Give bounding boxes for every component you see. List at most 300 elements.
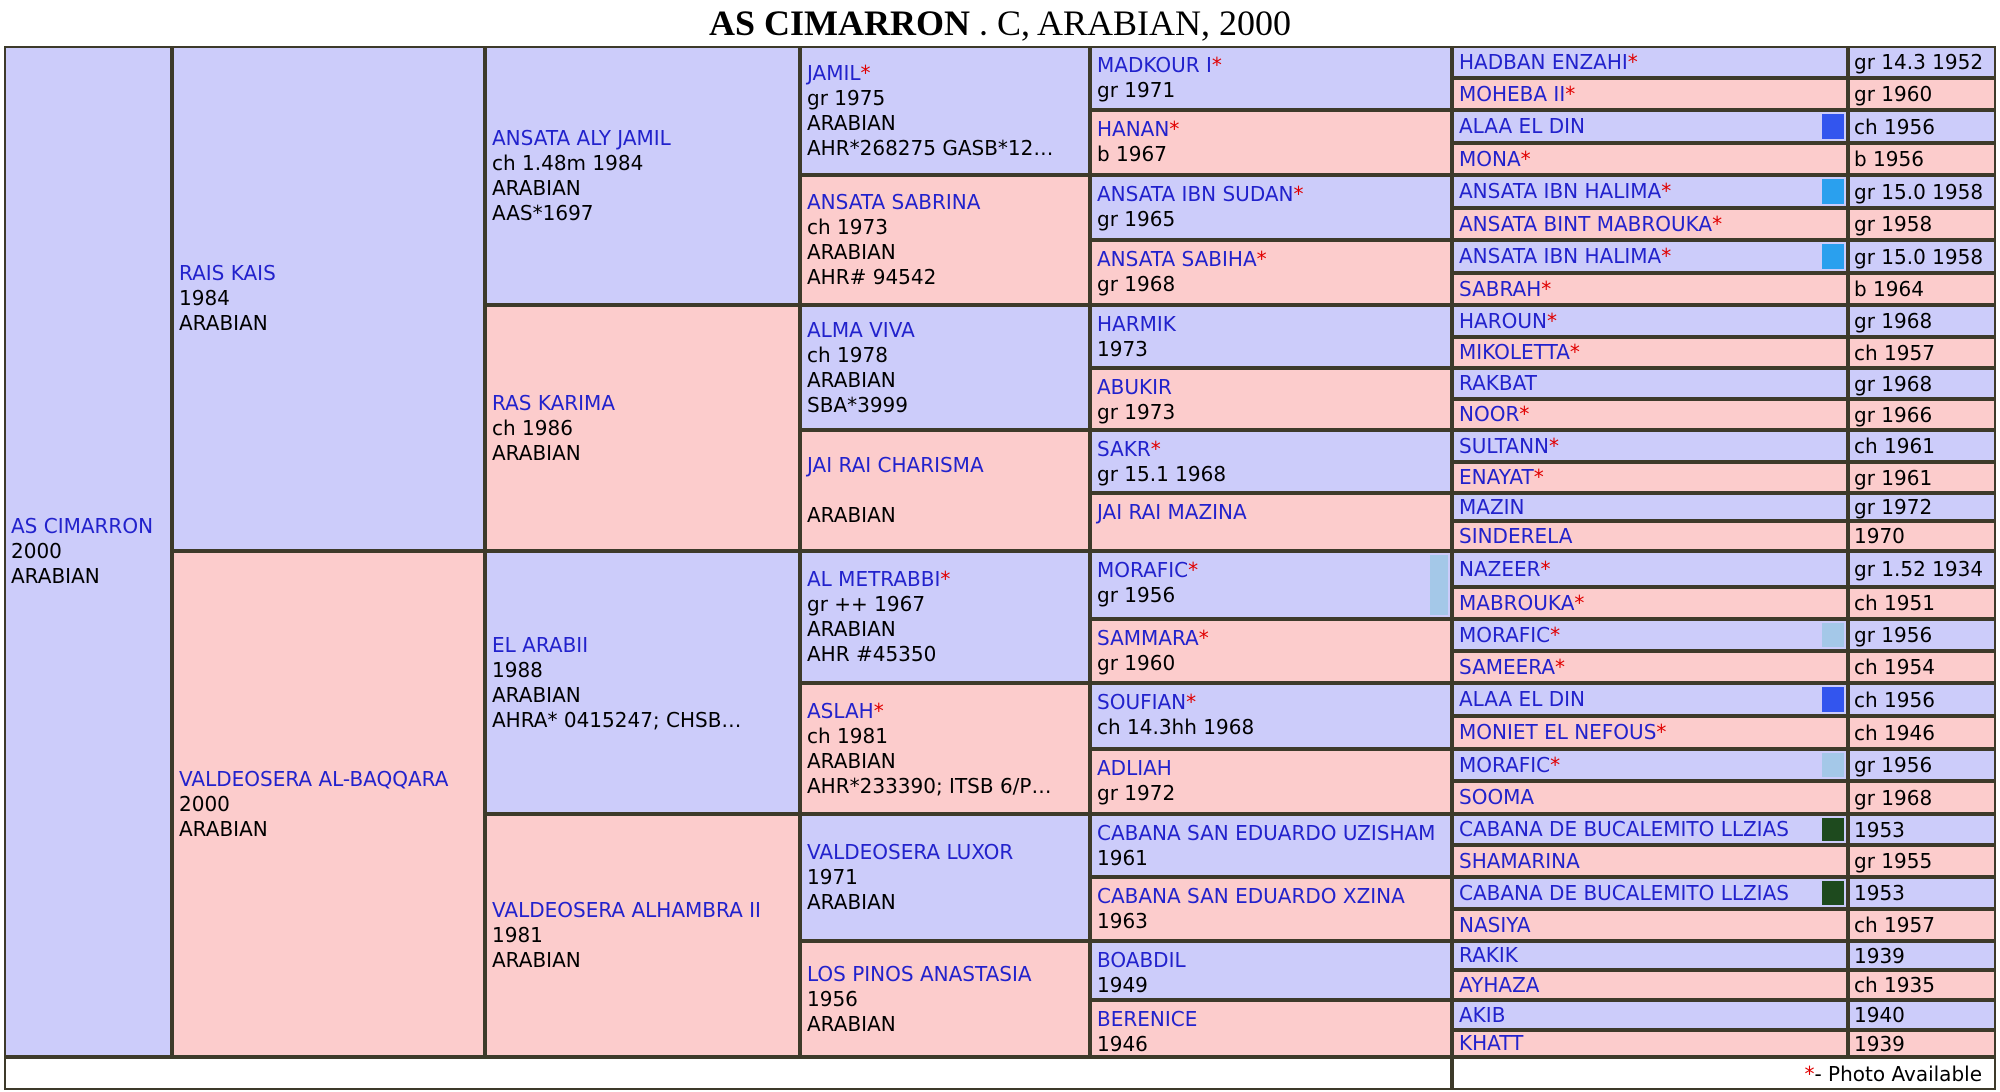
- horse-name-link[interactable]: SOOMA: [1459, 785, 1535, 809]
- photo-available-star: *: [1186, 690, 1197, 714]
- horse-detail-line: ARABIAN: [492, 682, 581, 707]
- horse-detail-text: ch 1961: [1854, 434, 1935, 458]
- horse-name-link[interactable]: ANSATA SABRINA: [807, 190, 981, 214]
- horse-name-link[interactable]: CABANA SAN EDUARDO XZINA: [1097, 884, 1405, 908]
- horse-name-link[interactable]: SAMEERA: [1459, 654, 1556, 679]
- horse-info: [1459, 589, 1846, 617]
- photo-available-star: *: [1550, 622, 1561, 647]
- horse-detail-line: gr ++ 1967: [807, 592, 926, 616]
- gen5-horse-cell: [1090, 619, 1452, 683]
- horse-name-line: [807, 840, 1088, 865]
- horse-name-link[interactable]: SOUFIAN: [1097, 690, 1187, 714]
- horse-name-line: [807, 318, 1088, 343]
- gen6-detail-cell: [1848, 399, 1996, 430]
- gen4-horse-cell: [800, 46, 1090, 175]
- horse-name-link[interactable]: KHATT: [1459, 1031, 1524, 1055]
- horse-info: [492, 553, 798, 812]
- horse-name-line: [1097, 756, 1450, 781]
- horse-detail-line: gr 1973: [1097, 400, 1176, 424]
- gen6-detail-cell: [1848, 749, 1996, 781]
- gen6-horse-cell: [1452, 970, 1848, 1000]
- horse-info: [179, 48, 483, 549]
- horse-info: [1097, 48, 1450, 108]
- gen6-detail-cell: [1848, 683, 1996, 716]
- color-swatch: [1822, 881, 1844, 905]
- horse-name-link[interactable]: AKIB: [1459, 1002, 1506, 1027]
- horse-name-link[interactable]: RAKBAT: [1459, 371, 1537, 395]
- horse-info: [1459, 80, 1846, 108]
- gen6-horse-cell: [1452, 683, 1848, 716]
- gen5-horse-cell: [1090, 368, 1452, 430]
- photo-available-star: *: [1565, 81, 1576, 106]
- gen6-detail-cell: [1848, 337, 1996, 368]
- horse-detail-line: ch 1973: [807, 215, 888, 239]
- horse-name-line: [1459, 82, 1575, 107]
- horse-info: [1097, 307, 1450, 366]
- horse-info: [1459, 816, 1846, 843]
- gen6-detail-cell: [1848, 521, 1996, 551]
- gen6-horse-cell: [1452, 845, 1848, 877]
- horse-detail-text: ch 1935: [1854, 973, 1935, 997]
- horse-name-line: [1459, 434, 1559, 459]
- horse-name-link[interactable]: JAI RAI MAZINA: [1097, 500, 1247, 524]
- horse-info: [1459, 1032, 1846, 1055]
- gen6-detail-cell: [1848, 240, 1996, 273]
- horse-info: [1459, 242, 1846, 271]
- horse-detail-text: gr 1960: [1854, 82, 1933, 106]
- horse-detail-line: ARABIAN: [11, 564, 100, 588]
- horse-name-link[interactable]: ANSATA BINT MABROUKA: [1459, 211, 1713, 236]
- gen6-horse-cell: [1452, 551, 1848, 587]
- gen6-horse-cell: [1452, 781, 1848, 814]
- horse-info: [1459, 432, 1846, 460]
- horse-name-link[interactable]: HAROUN: [1459, 308, 1547, 333]
- horse-name-link[interactable]: JAI RAI CHARISMA: [807, 453, 984, 477]
- gen6-horse-cell: [1452, 78, 1848, 110]
- horse-detail-text: gr 15.0 1958: [1854, 244, 1984, 269]
- horse-info: [1097, 553, 1450, 617]
- title-details: . C, ARABIAN, 2000: [969, 3, 1292, 43]
- horse-detail-line: ARABIAN: [807, 367, 896, 392]
- horse-detail-line: ARABIAN: [807, 503, 896, 527]
- horse-name-line: [179, 261, 483, 286]
- horse-name-line: [1097, 690, 1450, 715]
- photo-available-star: *: [1540, 556, 1551, 581]
- photo-available-star: *: [1555, 654, 1566, 679]
- horse-name-link[interactable]: LOS PINOS ANASTASIA: [807, 961, 1032, 986]
- horse-detail-text: ch 1954: [1854, 655, 1935, 679]
- gen5-horse-cell: [1090, 240, 1452, 305]
- horse-detail-line: ch 1981: [807, 723, 888, 748]
- horse-name-link[interactable]: ANSATA IBN HALIMA: [1459, 179, 1662, 203]
- horse-name-line: [1097, 375, 1450, 400]
- gen6-horse-cell: [1452, 337, 1848, 368]
- gen6-detail-cell: [1848, 493, 1996, 521]
- horse-info: [1459, 210, 1846, 238]
- horse-name-link[interactable]: ALAA EL DIN: [1459, 114, 1585, 138]
- gen6-horse-cell: [1452, 175, 1848, 208]
- horse-name-link[interactable]: SULTANN: [1459, 433, 1549, 458]
- horse-info: [807, 816, 1088, 939]
- horse-name-link[interactable]: CABANA DE BUCALEMITO LLZIAS: [1459, 817, 1789, 841]
- gen6-detail-cell: [1848, 909, 1996, 941]
- horse-name-link[interactable]: HADBAN ENZAHI: [1459, 49, 1628, 74]
- horse-info: [179, 553, 483, 1055]
- horse-detail-text: gr 15.0 1958: [1854, 179, 1984, 204]
- horse-detail-text: ch 1951: [1854, 591, 1935, 615]
- gen6-detail-cell: [1848, 587, 1996, 619]
- photo-available-star: *: [1546, 308, 1557, 333]
- horse-name-line: [1459, 1003, 1505, 1028]
- horse-name-link[interactable]: MADKOUR I: [1097, 53, 1212, 77]
- gen5-horse-cell: [1090, 110, 1452, 175]
- horse-name-link[interactable]: MORAFIC: [1459, 622, 1551, 647]
- gen6-detail-cell: [1848, 143, 1996, 175]
- gen6-detail-cell: [1848, 716, 1996, 749]
- horse-name-line: [1097, 1007, 1450, 1032]
- photo-available-star: *: [1188, 558, 1199, 582]
- horse-detail-line: AHR# 94542: [807, 265, 937, 289]
- horse-detail-text: gr 1961: [1854, 465, 1933, 490]
- gen6-horse-cell: [1452, 399, 1848, 430]
- horse-name-line: [1459, 655, 1565, 680]
- gen6-horse-cell: [1452, 46, 1848, 78]
- gen6-detail-cell: [1848, 1000, 1996, 1030]
- horse-name-line: [1459, 114, 1585, 139]
- horse-name-link[interactable]: ALAA EL DIN: [1459, 687, 1585, 711]
- gen6-detail-cell: [1848, 273, 1996, 305]
- horse-detail-text: ch 1956: [1854, 114, 1935, 139]
- horse-name-link[interactable]: MABROUKA: [1459, 590, 1575, 615]
- gen5-horse-cell: [1090, 305, 1452, 368]
- horse-name-link[interactable]: SAMMARA: [1097, 626, 1199, 650]
- gen6-horse-cell: [1452, 273, 1848, 305]
- horse-info: [11, 48, 170, 1055]
- color-swatch: [1430, 555, 1448, 615]
- gen4-horse-cell: [800, 430, 1090, 551]
- horse-detail-text: ch 1946: [1854, 720, 1935, 745]
- horse-info: [1459, 879, 1846, 907]
- horse-name-line: [1097, 626, 1450, 651]
- horse-name-line: [11, 514, 170, 539]
- horse-detail-text: gr 1956: [1854, 753, 1933, 777]
- horse-info: [1459, 48, 1846, 76]
- horse-name-line: [1459, 785, 1534, 810]
- horse-info: [807, 177, 1088, 303]
- horse-detail-text: 1953: [1854, 817, 1905, 842]
- horse-info: [1097, 943, 1450, 998]
- horse-detail-line: 1963: [1097, 909, 1148, 933]
- horse-name-line: [1459, 309, 1557, 334]
- color-swatch: [1822, 623, 1844, 647]
- horse-name-link[interactable]: ANSATA ALY JAMIL: [492, 125, 671, 150]
- gen4-horse-cell: [800, 175, 1090, 305]
- horse-name-link[interactable]: MORAFIC: [1459, 752, 1551, 777]
- photo-available-star: *: [1293, 182, 1304, 206]
- horse-detail-line: gr 1971: [1097, 78, 1176, 102]
- horse-detail-line: AHR*268275 GASB*12…: [807, 135, 1054, 160]
- horse-name-line: [1459, 913, 1531, 938]
- horse-detail-text: 1939: [1854, 943, 1905, 968]
- horse-info: [1097, 370, 1450, 428]
- horse-name-link[interactable]: HANAN: [1097, 117, 1170, 141]
- color-swatch: [1822, 753, 1844, 777]
- horse-detail-line: gr 1972: [1097, 781, 1176, 805]
- horse-name-link[interactable]: NASIYA: [1459, 912, 1531, 937]
- horse-name-line: [492, 126, 798, 151]
- photo-available-star: *: [1712, 211, 1723, 236]
- horse-name-line: [807, 962, 1088, 987]
- horse-info: [807, 553, 1088, 681]
- horse-detail-line: ch 1986: [492, 415, 573, 440]
- horse-name-line: [1459, 147, 1531, 172]
- horse-detail-text: gr 14.3 1952: [1854, 50, 1984, 74]
- gen5-horse-cell: [1090, 941, 1452, 1000]
- horse-detail-text: gr 1966: [1854, 402, 1933, 427]
- horse-detail-text: gr 1955: [1854, 849, 1933, 873]
- photo-available-star: *: [1804, 1061, 1815, 1086]
- gen5-horse-cell: [1090, 749, 1452, 814]
- horse-name-link[interactable]: SINDERELA: [1459, 523, 1573, 548]
- horse-name-line: [1459, 720, 1666, 745]
- photo-available-star: *: [1627, 49, 1638, 74]
- horse-name-line: [1459, 881, 1789, 906]
- horse-name-link[interactable]: MORAFIC: [1097, 558, 1189, 582]
- horse-name-line: [1459, 277, 1551, 302]
- horse-detail-text: gr 1.52 1934: [1854, 557, 1984, 581]
- horse-name-link[interactable]: ALMA VIVA: [807, 317, 915, 342]
- horse-info: [1459, 112, 1846, 141]
- horse-name-link[interactable]: MONA: [1459, 146, 1521, 171]
- horse-name-line: [807, 567, 1088, 592]
- gen5-horse-cell: [1090, 430, 1452, 493]
- photo-available-star: *: [1656, 720, 1667, 744]
- horse-name-line: [807, 190, 1088, 215]
- gen6-horse-cell: [1452, 619, 1848, 651]
- gen6-detail-cell: [1848, 368, 1996, 399]
- gen1-horse-cell: [4, 46, 172, 1057]
- photo-available-star: *: [1519, 402, 1530, 426]
- horse-detail-line: 1984: [179, 286, 230, 310]
- horse-info: [1459, 685, 1846, 714]
- gen6-detail-cell: [1848, 1030, 1996, 1057]
- horse-detail-text: ch 1957: [1854, 913, 1935, 937]
- horse-name-link[interactable]: BERENICE: [1097, 1007, 1198, 1031]
- horse-detail-line: AAS*1697: [492, 200, 594, 225]
- gen6-horse-cell: [1452, 208, 1848, 240]
- gen5-horse-cell: [1090, 551, 1452, 619]
- horse-info: [492, 816, 798, 1055]
- gen6-detail-cell: [1848, 877, 1996, 909]
- horse-name-link[interactable]: VALDEOSERA AL-BAQQARA: [179, 766, 449, 791]
- gen6-horse-cell: [1452, 877, 1848, 909]
- horse-name-link[interactable]: VALDEOSERA LUXOR: [807, 840, 1014, 864]
- gen6-detail-cell: [1848, 845, 1996, 877]
- photo-available-star: *: [1550, 752, 1561, 777]
- horse-detail-line: ARABIAN: [179, 816, 268, 841]
- gen3-horse-cell: [485, 814, 800, 1057]
- horse-name-line: [1097, 884, 1450, 909]
- photo-legend-text: - Photo Available: [1814, 1061, 1982, 1086]
- horse-name-link[interactable]: ANSATA IBN HALIMA: [1459, 244, 1662, 268]
- horse-name-link[interactable]: NOOR: [1459, 402, 1520, 426]
- gen6-detail-cell: [1848, 462, 1996, 493]
- gen5-horse-cell: [1090, 493, 1452, 551]
- horse-name-line: [1459, 244, 1671, 269]
- gen6-detail-cell: [1848, 46, 1996, 78]
- horse-info: [1097, 112, 1450, 173]
- gen4-horse-cell: [800, 814, 1090, 941]
- horse-info: [1097, 177, 1450, 238]
- photo-available-star: *: [1198, 626, 1209, 650]
- horse-info: [1459, 943, 1846, 968]
- horse-name-link[interactable]: AS CIMARRON: [11, 514, 154, 538]
- horse-name-link[interactable]: AYHAZA: [1459, 972, 1540, 997]
- horse-name-link[interactable]: MONIET EL NEFOUS: [1459, 720, 1657, 744]
- gen5-horse-cell: [1090, 175, 1452, 240]
- gen4-horse-cell: [800, 683, 1090, 814]
- gen6-horse-cell: [1452, 110, 1848, 143]
- horse-detail-line: 1988: [492, 657, 543, 682]
- gen6-horse-cell: [1452, 368, 1848, 399]
- horse-name-link[interactable]: NAZEER: [1459, 556, 1541, 581]
- horse-name-link[interactable]: JAMIL: [807, 60, 861, 85]
- horse-name-line: [1459, 849, 1580, 874]
- horse-name-line: [1459, 50, 1638, 75]
- horse-name-line: [1097, 312, 1450, 337]
- horse-detail-text: b 1956: [1854, 147, 1924, 171]
- horse-name-line: [492, 898, 798, 923]
- horse-detail-line: ARABIAN: [807, 1011, 896, 1036]
- horse-name-link[interactable]: MOHEBA II: [1459, 81, 1566, 106]
- horse-name-link[interactable]: SABRAH: [1459, 276, 1542, 301]
- gen6-horse-cell: [1452, 1030, 1848, 1057]
- horse-name-link[interactable]: CABANA DE BUCALEMITO LLZIAS: [1459, 880, 1789, 905]
- horse-name-link[interactable]: AL METRABBI: [807, 567, 941, 591]
- horse-detail-line: ARABIAN: [807, 748, 896, 773]
- horse-name-line: [1459, 179, 1671, 204]
- horse-name-link[interactable]: RAS KARIMA: [492, 390, 615, 415]
- horse-detail-text: ch 1956: [1854, 687, 1935, 712]
- horse-name-link[interactable]: BOABDIL: [1097, 948, 1186, 972]
- horse-detail-line: 2000: [179, 791, 230, 816]
- horse-info: [1097, 1002, 1450, 1055]
- horse-detail-line: ARABIAN: [492, 948, 581, 972]
- horse-info: [1459, 145, 1846, 173]
- footer-right-cell: [1452, 1057, 1996, 1090]
- horse-detail-text: gr 1972: [1854, 495, 1933, 519]
- horse-info: [1459, 751, 1846, 779]
- horse-name-link[interactable]: VALDEOSERA ALHAMBRA II: [492, 898, 761, 922]
- horse-detail-line: AHR #45350: [807, 642, 937, 666]
- gen6-horse-cell: [1452, 430, 1848, 462]
- horse-name-link[interactable]: ANSATA IBN SUDAN: [1097, 182, 1294, 206]
- horse-detail-text: 1939: [1854, 1031, 1905, 1056]
- horse-detail-line: 2000: [11, 539, 62, 563]
- horse-name-line: [1459, 623, 1560, 648]
- horse-name-link[interactable]: EL ARABII: [492, 632, 589, 657]
- horse-detail-line: ARABIAN: [179, 311, 268, 335]
- horse-info: [1459, 847, 1846, 875]
- horse-name-line: [1097, 821, 1450, 846]
- horse-name-link[interactable]: ENAYAT: [1459, 465, 1534, 489]
- horse-detail-line: b 1967: [1097, 142, 1167, 166]
- horse-info: [1097, 816, 1450, 875]
- horse-name-link[interactable]: RAKIK: [1459, 943, 1518, 967]
- gen5-horse-cell: [1090, 683, 1452, 749]
- horse-name-line: [1459, 753, 1560, 778]
- horse-detail-line: ARABIAN: [807, 890, 896, 914]
- horse-name-line: [1459, 687, 1585, 712]
- horse-name-line: [1097, 558, 1450, 583]
- horse-name-link[interactable]: HARMIK: [1097, 312, 1176, 336]
- gen6-horse-cell: [1452, 1000, 1848, 1030]
- horse-info: [492, 48, 798, 303]
- horse-name-link[interactable]: RAIS KAIS: [179, 261, 276, 285]
- horse-name-line: [1097, 948, 1450, 973]
- gen6-horse-cell: [1452, 240, 1848, 273]
- gen6-horse-cell: [1452, 305, 1848, 337]
- photo-available-star: *: [1256, 247, 1267, 271]
- horse-detail-line: 1956: [807, 986, 858, 1011]
- gen6-detail-cell: [1848, 619, 1996, 651]
- horse-name-link[interactable]: ADLIAH: [1097, 756, 1172, 780]
- horse-name-line: [1097, 247, 1450, 272]
- gen6-horse-cell: [1452, 462, 1848, 493]
- horse-name-line: [1097, 500, 1450, 525]
- horse-name-link[interactable]: MIKOLETTA: [1459, 340, 1570, 364]
- gen3-horse-cell: [485, 305, 800, 551]
- horse-name-line: [807, 453, 1088, 478]
- photo-available-star: *: [860, 60, 871, 85]
- horse-detail-line: [807, 478, 1088, 503]
- photo-available-star: *: [1549, 433, 1559, 458]
- horse-detail-text: gr 1968: [1854, 371, 1933, 396]
- gen2-horse-cell: [172, 551, 485, 1057]
- horse-info: [1097, 495, 1450, 549]
- horse-info: [1097, 751, 1450, 812]
- horse-name-link[interactable]: MAZIN: [1459, 494, 1525, 519]
- photo-available-star: *: [1541, 276, 1552, 301]
- horse-name-line: [1097, 437, 1450, 462]
- photo-available-star: *: [1533, 465, 1544, 489]
- gen4-horse-cell: [800, 305, 1090, 430]
- horse-name-link[interactable]: ABUKIR: [1097, 375, 1172, 399]
- horse-detail-line: 1961: [1097, 846, 1148, 870]
- horse-name-link[interactable]: SAKR: [1097, 437, 1151, 461]
- photo-available-star: *: [1520, 146, 1531, 171]
- horse-detail-line: 1973: [1097, 337, 1148, 361]
- horse-name-link[interactable]: ASLAH: [807, 698, 874, 723]
- horse-name-link[interactable]: SHAMARINA: [1459, 848, 1580, 873]
- horse-name-line: [1459, 465, 1544, 490]
- horse-detail-line: ch 1978: [807, 342, 888, 367]
- gen6-horse-cell: [1452, 716, 1848, 749]
- gen6-horse-cell: [1452, 651, 1848, 683]
- horse-info: [1097, 432, 1450, 491]
- horse-name-line: [1459, 591, 1584, 616]
- horse-info: [1097, 685, 1450, 747]
- horse-name-link[interactable]: CABANA SAN EDUARDO UZISHAM: [1097, 821, 1436, 845]
- horse-info: [1459, 307, 1846, 335]
- horse-info: [807, 943, 1088, 1055]
- gen6-detail-cell: [1848, 208, 1996, 240]
- gen5-horse-cell: [1090, 877, 1452, 941]
- horse-info: [1459, 621, 1846, 649]
- photo-available-star: *: [1169, 117, 1180, 141]
- horse-detail-line: gr 1975: [807, 85, 886, 110]
- horse-name-link[interactable]: ANSATA SABIHA: [1097, 247, 1257, 271]
